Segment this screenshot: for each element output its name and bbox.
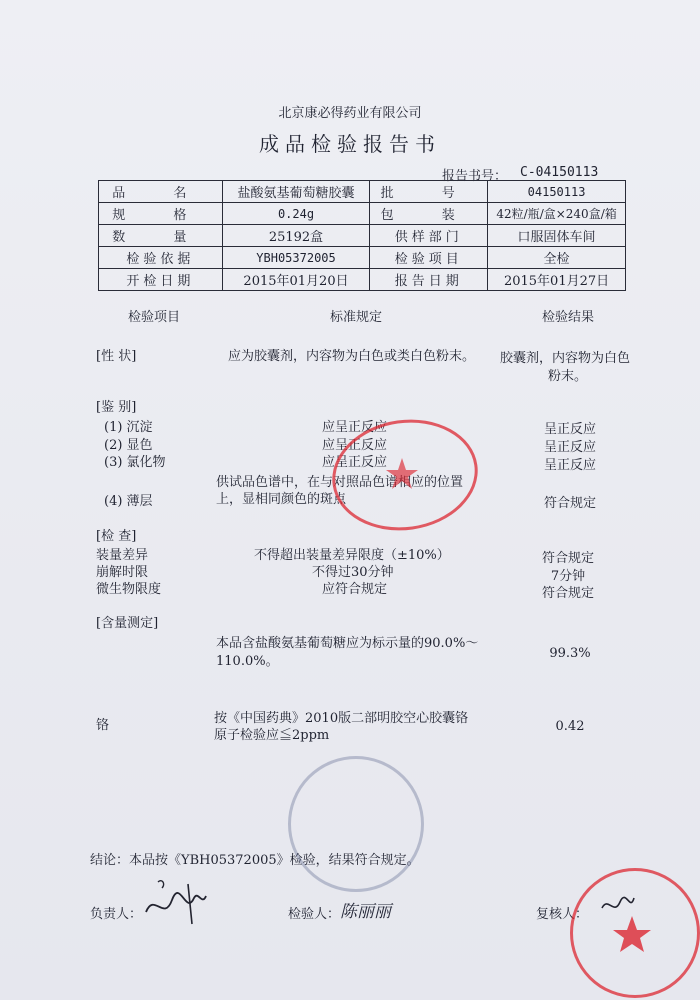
report-number: C-04150113	[520, 165, 599, 180]
chromium-standard-line1: 按《中国药典》2010版二部明胶空心胶囊铬	[214, 711, 469, 726]
ident-row-standard: 应呈正反应	[322, 420, 388, 435]
report-title: 成品检验报告书	[259, 132, 441, 156]
section-assay-title: [含量测定]	[96, 616, 159, 631]
assay-result: 99.3%	[549, 646, 591, 661]
inspection-row-name: 微生物限度	[96, 582, 162, 597]
faded-round-stamp	[288, 756, 424, 892]
product-name-label: 品 名	[99, 181, 223, 203]
quantity-value: 25192盒	[222, 225, 370, 247]
responsible-signature	[136, 872, 216, 932]
chromium-standard-line2: 原子检验应≦2ppm	[214, 728, 330, 743]
sample-dept-value: 口服固体车间	[488, 225, 626, 247]
test-item-value: 全检	[488, 247, 626, 269]
section-inspection-title: [检 查]	[96, 529, 137, 544]
character-result-line2: 粉末。	[548, 369, 588, 384]
test-date-label: 开检日期	[99, 269, 223, 291]
corner-stamp-star-icon	[570, 868, 694, 992]
report-date-label: 报告日期	[370, 269, 488, 291]
test-item-label: 检验项目	[370, 247, 488, 269]
tlc-name: (4) 薄层	[104, 494, 153, 509]
tlc-standard-line1: 供试品色谱中，在与对照品色谱相应的位置	[216, 475, 464, 490]
sample-dept-label: 供样部门	[370, 225, 488, 247]
inspection-row-result: 7分钟	[550, 569, 586, 584]
package-label: 包 装	[370, 203, 488, 225]
package-value: 42粒/瓶/盒×240盒/箱	[488, 203, 626, 225]
ident-row-standard: 应呈正反应	[322, 438, 388, 453]
report-date-value: 2015年01月27日	[488, 269, 626, 291]
report-number-label: 报告书号：	[442, 169, 508, 184]
basis-label: 检验依据	[99, 247, 223, 269]
ident-row-name: (3) 氯化物	[104, 455, 166, 470]
responsible-label: 负责人：	[90, 907, 143, 922]
character-standard: 应为胶囊剂，内容物为白色或类白色粉末。	[228, 349, 476, 364]
company-name: 北京康必得药业有限公司	[278, 106, 422, 121]
ident-row-result: 呈正反应	[543, 422, 596, 437]
inspection-row-standard: 不得过30分钟	[312, 565, 394, 580]
reviewer-label: 复核人：	[536, 907, 589, 922]
character-result-line1: 胶囊剂，内容物为白色	[500, 351, 631, 366]
tlc-result: 符合规定	[543, 496, 596, 511]
column-header-result: 检验结果	[542, 310, 595, 325]
assay-standard-line1: 本品含盐酸氨基葡萄糖应为标示量的90.0%～	[216, 636, 479, 651]
inspection-row-result: 符合规定	[541, 551, 594, 566]
inspection-row-name: 崩解时限	[96, 565, 149, 580]
product-info-table	[98, 180, 626, 291]
inspector-signature: 陈丽丽	[340, 902, 391, 922]
inspection-row-standard: 不得超出装量差异限度（±10%）	[254, 548, 450, 563]
spec-label: 规 格	[99, 203, 223, 225]
basis-value: YBH05372005	[222, 247, 370, 269]
tlc-standard-line2: 上，显相同颜色的斑点	[216, 492, 347, 507]
batch-label: 批 号	[370, 181, 488, 203]
batch-number: 04150113	[488, 181, 626, 203]
ident-row-result: 呈正反应	[543, 458, 596, 473]
ident-row-standard: 应呈正反应	[322, 455, 388, 470]
column-header-item: 检验项目	[128, 310, 181, 325]
inspection-row-name: 装量差异	[96, 548, 149, 563]
product-name: 盐酸氨基葡萄糖胶囊	[222, 181, 370, 203]
ident-row-name: (2) 显色	[104, 438, 153, 453]
spec-value: 0.24g	[222, 203, 370, 225]
inspection-row-result: 符合规定	[541, 586, 594, 601]
quantity-label: 数 量	[99, 225, 223, 247]
ident-row-name: (1) 沉淀	[104, 420, 153, 435]
chromium-result: 0.42	[555, 719, 585, 734]
conclusion: 结论：本品按《YBH05372005》检验，结果符合规定。	[90, 853, 420, 868]
section-character-title: [性 状]	[96, 349, 137, 364]
ident-row-result: 呈正反应	[543, 440, 596, 455]
test-date-value: 2015年01月20日	[222, 269, 370, 291]
assay-standard-line2: 110.0%。	[216, 654, 279, 669]
column-header-standard: 标准规定	[330, 310, 383, 325]
inspector-label: 检验人：	[288, 907, 341, 922]
inspection-row-standard: 应符合规定	[322, 582, 388, 597]
section-identification-title: [鉴 别]	[96, 400, 137, 415]
chromium-name: 铬	[96, 718, 110, 733]
qc-stamp-star-icon	[332, 420, 472, 524]
